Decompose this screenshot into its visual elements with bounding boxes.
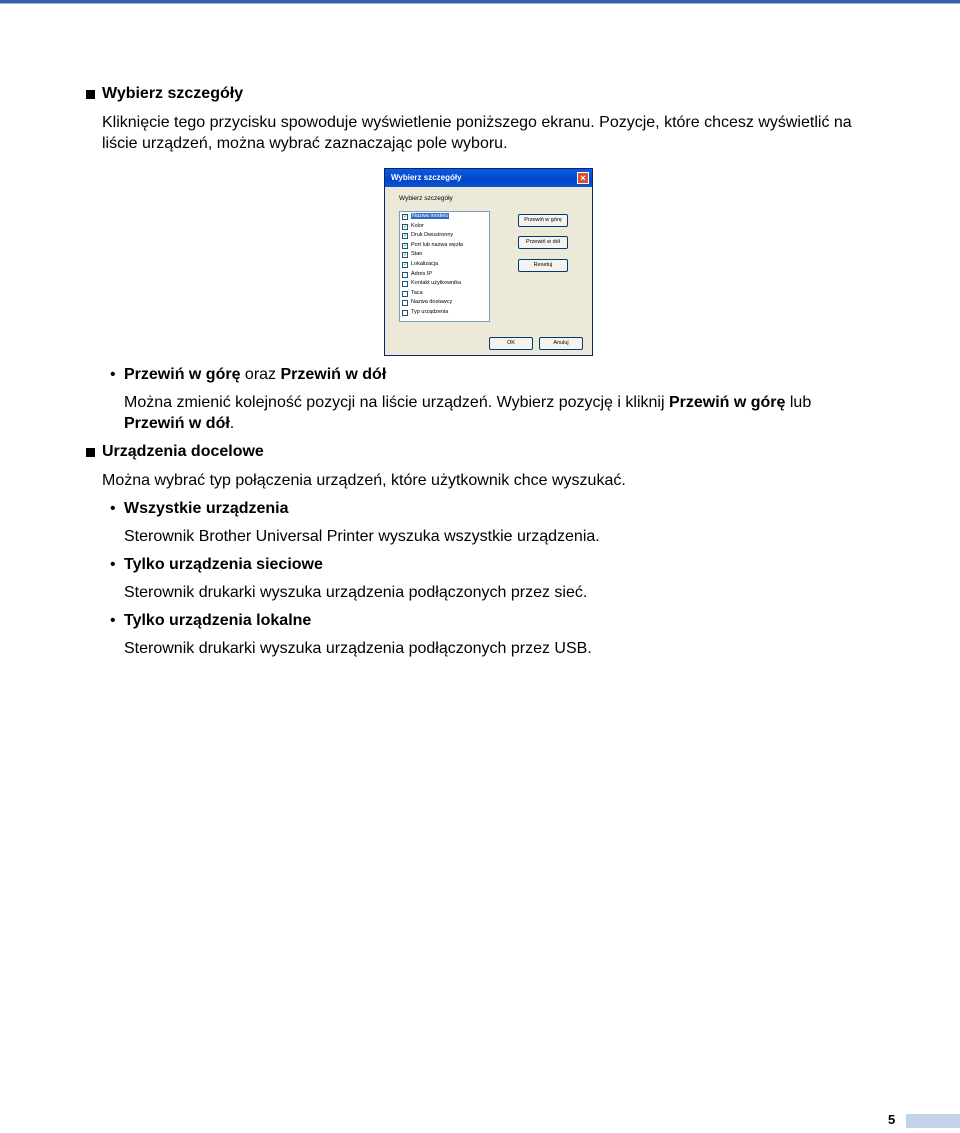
square-bullet-icon (86, 90, 95, 99)
dialog-titlebar (385, 169, 592, 187)
checkbox-icon[interactable] (402, 310, 408, 316)
checklist-item-label: Druk Dwustronny (411, 232, 454, 239)
checklist-item-label: Stan (411, 251, 423, 258)
page-number-bar (906, 1114, 960, 1128)
reset-button[interactable]: Resetuj (518, 259, 568, 272)
ok-button[interactable]: OK (489, 337, 533, 350)
checklist-item-label: Typ urządzenia (411, 308, 449, 315)
select-details-dialog (384, 168, 593, 356)
checkbox-checked-icon[interactable]: ✓ (403, 242, 409, 249)
dialog-label: Wybierz szczegóły (399, 195, 453, 202)
checkbox-checked-icon[interactable]: ✓ (403, 261, 409, 268)
cancel-button[interactable]: Anuluj (539, 337, 583, 350)
subheading-move (124, 366, 386, 384)
bullet-icon: • (110, 366, 116, 383)
checklist-item-label: Lokalizacja (411, 260, 439, 267)
move-down-button[interactable]: Przewiń w dół (518, 236, 568, 249)
text: . (229, 415, 235, 432)
term: Przewiń w górę (668, 394, 786, 411)
paragraph-line (124, 415, 234, 433)
checklist-item-label: Kontakt użytkownika (411, 280, 462, 287)
checklist-item-label: Taca (411, 289, 423, 296)
checklist-item[interactable] (400, 270, 489, 280)
subheading-all-devices: Wszystkie urządzenia (124, 500, 289, 517)
text: Można zmienić kolejność pozycji na liście urządzeń. Wybierz pozycję i kliknij (124, 394, 669, 411)
checklist-item[interactable] (400, 212, 489, 222)
checklist-item-label: Adres IP (411, 270, 433, 277)
checklist-item[interactable] (400, 231, 489, 241)
header-rule-light (0, 3, 960, 4)
close-icon[interactable]: × (577, 172, 589, 184)
checkbox-checked-icon[interactable]: ✓ (403, 252, 409, 259)
dialog-title: Wybierz szczegóły (391, 173, 462, 182)
checklist-item-label: Nazwa dostawcy (411, 299, 453, 306)
checkbox-checked-icon[interactable]: ✓ (403, 223, 409, 230)
subheading-local-devices: Tylko urządzenia lokalne (124, 612, 312, 629)
paragraph-line: Kliknięcie tego przycisku spowoduje wyświetlenie poniższego ekranu. Pozycje, które chcesz wyświetlić na (102, 114, 852, 131)
checkbox-icon[interactable] (402, 291, 408, 297)
connector-text: oraz (240, 366, 281, 383)
bullet-icon: • (110, 612, 116, 629)
checklist-item[interactable] (400, 308, 489, 318)
bullet-icon: • (110, 500, 116, 517)
checklist-item[interactable] (400, 250, 489, 260)
details-checklist[interactable] (399, 211, 490, 322)
checklist-item-label: Kolor (411, 222, 424, 229)
paragraph-line (124, 394, 811, 412)
section-heading-target-devices: Urządzenia docelowe (102, 443, 264, 460)
term: Przewiń w dół (280, 366, 387, 383)
checklist-item[interactable] (400, 260, 489, 270)
checkbox-checked-icon[interactable]: ✓ (403, 233, 409, 240)
checklist-item-label: Port lub nazwa węzła (411, 241, 463, 248)
checklist-item[interactable] (400, 279, 489, 289)
paragraph-line: liście urządzeń, można wybrać zaznaczając pole wyboru. (102, 135, 508, 152)
bullet-icon: • (110, 556, 116, 573)
page-number: 5 (888, 1112, 896, 1127)
text: lub (785, 394, 812, 411)
move-up-button[interactable]: Przewiń w górę (518, 214, 568, 227)
checklist-item[interactable] (400, 222, 489, 232)
checkbox-icon[interactable] (402, 272, 408, 278)
paragraph-line: Sterownik Brother Universal Printer wyszuka wszystkie urządzenia. (124, 528, 600, 545)
checkbox-icon[interactable] (402, 300, 408, 306)
checkbox-icon[interactable] (402, 281, 408, 287)
checklist-item[interactable] (400, 298, 489, 308)
term: Przewiń w dół (124, 415, 230, 432)
term: Przewiń w górę (124, 366, 241, 383)
paragraph-line: Sterownik drukarki wyszuka urządzenia podłączonych przez sieć. (124, 584, 588, 601)
subheading-network-devices: Tylko urządzenia sieciowe (124, 556, 323, 573)
paragraph-line: Sterownik drukarki wyszuka urządzenia podłączonych przez USB. (124, 640, 592, 657)
square-bullet-icon (86, 448, 95, 457)
section-heading-select-details: Wybierz szczegóły (102, 85, 244, 102)
checklist-item[interactable] (400, 241, 489, 251)
paragraph-line: Można wybrać typ połączenia urządzeń, które użytkownik chce wyszukać. (102, 472, 626, 489)
checkbox-checked-icon[interactable]: ✓ (403, 214, 409, 220)
checklist-item[interactable] (400, 289, 489, 299)
checklist-item-label: Nazwa modelu (412, 213, 449, 219)
